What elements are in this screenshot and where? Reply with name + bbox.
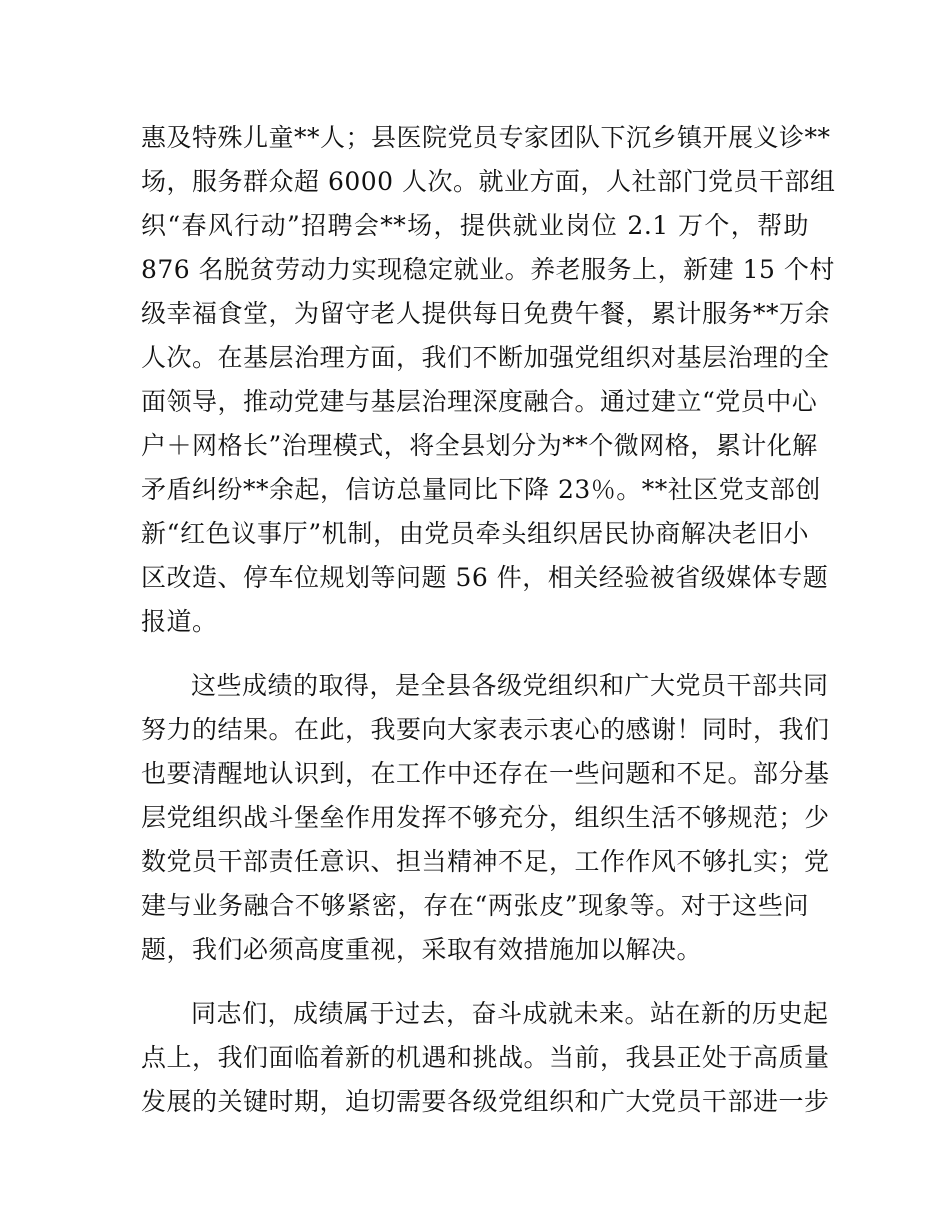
text-line: 也要清醒地认识到，在工作中还存在一些问题和不足。部分基 [141,759,830,788]
text-line: 新“红色议事厅”机制，由党员牵头组织居民协商解决老旧小 [141,519,809,548]
document-body [141,116,836,1124]
text-line: 场，服务群众超 6000 人次。就业方面，人社部门党员干部组 [141,167,836,196]
text-line: 矛盾纠纷**余起，信访总量同比下降 23％。**社区党支部创 [141,475,821,504]
text-line: 点上，我们面临着新的机遇和挑战。当前，我县正处于高质量 [141,1043,830,1072]
paragraph-spacer [141,644,809,664]
text-line: 层党组织战斗堡垒作用发挥不够充分，组织生活不够规范；少 [141,803,830,832]
text-line: 报道。 [141,607,218,636]
text-line: 数党员干部责任意识、担当精神不足，工作作风不够扎实；党 [141,847,830,876]
text-line: 努力的结果。在此，我要向大家表示衷心的感谢！同时，我们 [141,715,830,744]
text-line: 发展的关键时期，迫切需要各级党组织和广大党员干部进一步 [141,1087,830,1116]
text-line: 人次。在基层治理方面，我们不断加强党组织对基层治理的全 [141,343,830,372]
paragraph-problems [141,664,830,972]
text-line: 织“春风行动”招聘会**场，提供就业岗位 2.1 万个，帮助 [141,211,809,240]
text-line: 876 名脱贫劳动力实现稳定就业。养老服务上，新建 15 个村 [141,255,835,284]
paragraph-achievements [141,116,836,644]
paragraph-spacer [141,972,809,992]
text-line: 这些成绩的取得，是全县各级党组织和广大党员干部共同 [191,671,829,700]
text-line: 同志们，成绩属于过去，奋斗成就未来。站在新的历史起 [191,999,829,1028]
paragraph-future [141,992,830,1124]
text-line: 级幸福食堂，为留守老人提供每日免费午餐，累计服务**万余 [141,299,831,328]
text-line: 区改造、停车位规划等问题 56 件，相关经验被省级媒体专题 [141,563,829,592]
text-line: 建与业务融合不够紧密，存在“两张皮”现象等。对于这些问 [141,891,809,920]
text-line: 户＋网格长”治理模式，将全县划分为**个微网格，累计化解 [141,431,818,460]
text-line: 惠及特殊儿童**人；县医院党员专家团队下沉乡镇开展义诊** [141,123,831,152]
text-line: 题，我们必须高度重视，采取有效措施加以解决。 [141,935,703,964]
text-line: 面领导，推动党建与基层治理深度融合。通过建立“党员中心 [141,387,818,416]
